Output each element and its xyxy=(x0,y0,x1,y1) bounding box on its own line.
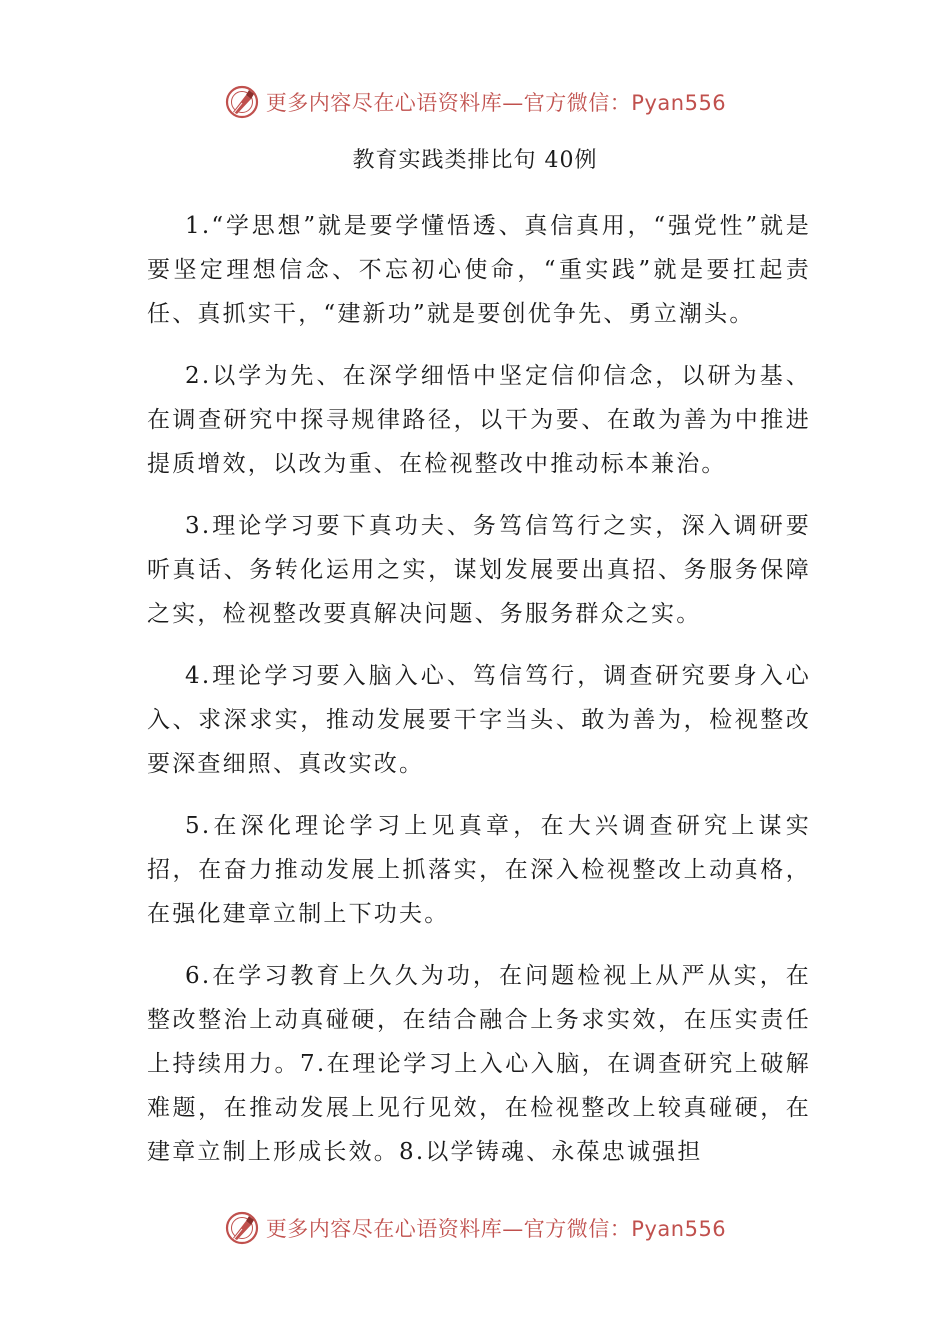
watermark-text: 更多内容尽在心语资料库—官方微信：Pyan556 xyxy=(265,1217,727,1241)
document-title: 教育实践类排比句 40例 xyxy=(352,148,598,173)
pen-nib-circle-icon xyxy=(224,1210,260,1246)
paragraph-5: 5.在深化理论学习上见真章，在大兴调查研究上谋实招，在奋力推动发展上抓落实，在深入检视整改上动真格，在强化建章立制上下功夫。 xyxy=(147,813,811,927)
watermark-footer xyxy=(0,1206,950,1250)
paragraph-3: 3.理论学习要下真功夫、务笃信笃行之实，深入调研要听真话、务转化运用之实，谋划发展要出真招、务服务保障之实，检视整改要真解决问题、务服务群众之实。 xyxy=(147,513,811,627)
pen-nib-circle-icon xyxy=(224,84,260,120)
watermark-text: 更多内容尽在心语资料库—官方微信：Pyan556 xyxy=(265,91,727,115)
paragraph-2: 2.以学为先、在深学细悟中坚定信仰信念，以研为基、在调查研究中探寻规律路径，以干为要、在敢为善为中推进提质增效，以改为重、在检视整改中推动标本兼治。 xyxy=(147,363,811,477)
document-body xyxy=(147,204,811,1192)
paragraph-1: 1.“学思想”就是要学懂悟透、真信真用，“强党性”就是要坚定理想信念、不忘初心使命，“重实践”就是要扛起责任、真抓实干，“建新功”就是要创优争先、勇立潮头。 xyxy=(147,213,811,327)
paragraph-6: 6.在学习教育上久久为功，在问题检视上从严从实，在整改整治上动真碰硬，在结合融合上务求实效，在压实责任上持续用力。7.在理论学习上入心入脑，在调查研究上破解难题，在推动发展上见行见效，在检视整改上较真碰硬，在建章立制上形成长效。8.以学铸魂、永葆忠诚强担 xyxy=(147,963,811,1165)
watermark-header xyxy=(0,80,950,124)
paragraph-4: 4.理论学习要入脑入心、笃信笃行，调查研究要身入心入、求深求实，推动发展要干字当头、敢为善为，检视整改要深查细照、真改实改。 xyxy=(147,663,811,777)
